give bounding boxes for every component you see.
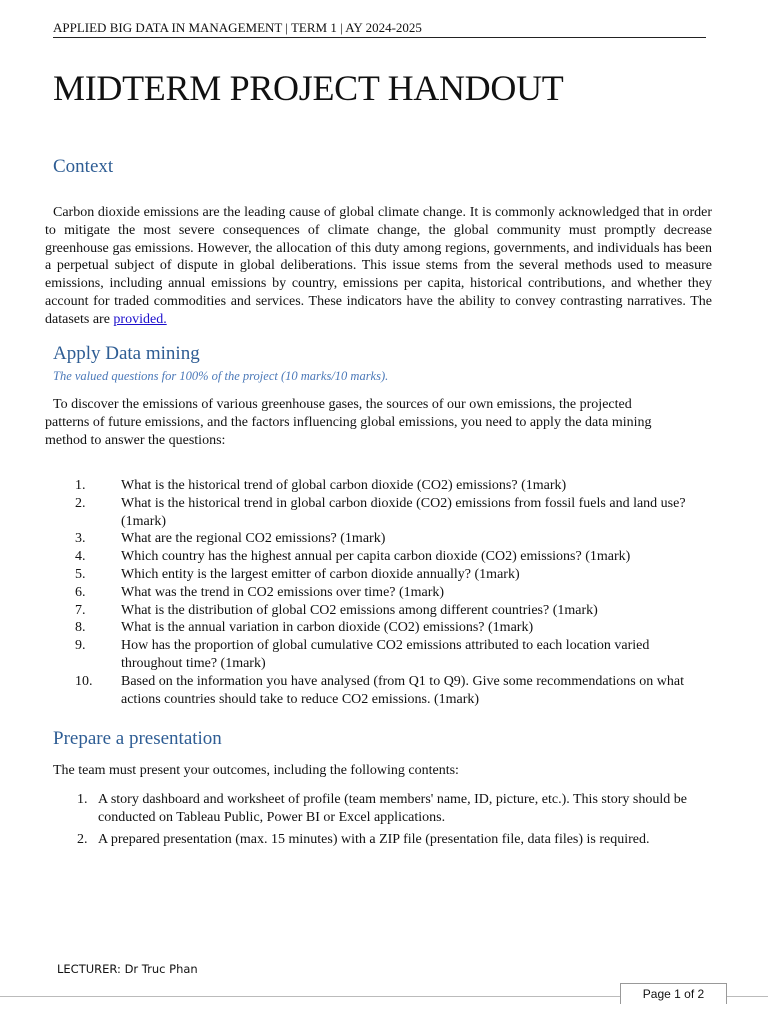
list-item [45, 637, 705, 673]
question-number: 3. [75, 531, 86, 547]
context-heading: Context [53, 156, 114, 177]
question-number: 5. [75, 566, 86, 582]
list-item [45, 477, 705, 495]
question-text: What is the annual variation in carbon dioxide (CO2) emissions? (1mark) [121, 620, 534, 636]
question-text: What are the regional CO2 emissions? (1mark) [121, 531, 386, 547]
item-text: A story dashboard and worksheet of profile (team members' name, ID, picture, etc.). This story should be conducted on Tableau Public, Power BI or Excel applications. [98, 792, 687, 825]
item-number: 2. [77, 831, 88, 847]
lecturer-footer: LECTURER: Dr Truc Phan [57, 962, 198, 976]
list-item [45, 495, 705, 531]
document-title: MIDTERM PROJECT HANDOUT [53, 68, 564, 108]
list-item [45, 673, 705, 709]
question-text: Which country has the highest annual per capita carbon dioxide (CO2) emissions? (1mark) [121, 549, 631, 565]
question-text: What is the historical trend of global carbon dioxide (CO2) emissions? (1mark) [121, 478, 567, 493]
question-number: 2. [75, 495, 86, 511]
question-text: How has the proportion of global cumulative CO2 emissions attributed to each location varied throughout time? (1mark) [121, 638, 650, 671]
data-mining-heading: Apply Data mining [53, 343, 200, 364]
list-item [45, 530, 705, 548]
question-number: 6. [75, 584, 86, 600]
context-text: Carbon dioxide emissions are the leading cause of global climate change. It is commonly acknowledged that in order to mitigate the most severe consequences of climate change, the global community must promptly decrease greenhouse gas emissions. However, the allocation of this duty among regions, governments, and individuals has been a perpetual subject of dispute in global deliberations. This issue stems from the several methods used to measure emissions, including annual emissions by country, emissions per capita, historical contributions, and whether they account for traded commodities and services. These indicators have the ability to convey contrasting narratives. The datasets are [45, 205, 712, 327]
question-text: What is the distribution of global CO2 emissions among different countries? (1mark) [121, 602, 598, 618]
list-item [45, 619, 705, 637]
item-number: 1. [77, 792, 88, 807]
question-number: 1. [75, 478, 86, 493]
list-item [45, 791, 705, 827]
question-text: Based on the information you have analysed (from Q1 to Q9). Give some recommendations on what actions countries should take to reduce CO2 emissions. (1mark) [121, 673, 684, 707]
item-text: A prepared presentation (max. 15 minutes) with a ZIP file (presentation file, data files) is required. [98, 831, 650, 847]
presentation-intro: The team must present your outcomes, including the following contents: [53, 763, 459, 778]
context-paragraph [45, 204, 712, 329]
datasets-link[interactable]: provided. [113, 311, 167, 327]
document-header: APPLIED BIG DATA IN MANAGEMENT | TERM 1 | AY 2024-2025 [53, 20, 706, 38]
question-number: 7. [75, 602, 86, 618]
question-number: 4. [75, 549, 86, 565]
presentation-list [45, 791, 705, 848]
data-mining-subtitle: The valued questions for 100% of the project (10 marks/10 marks). [53, 369, 389, 383]
question-number: 10. [75, 673, 93, 689]
question-text: What is the historical trend in global carbon dioxide (CO2) emissions from fossil fuels and land use? (1mark) [121, 495, 686, 529]
list-item [45, 584, 705, 602]
question-text: Which entity is the largest emitter of carbon dioxide annually? (1mark) [121, 566, 520, 582]
page-number: Page 1 of 2 [620, 983, 727, 1004]
data-mining-intro: To discover the emissions of various greenhouse gases, the sources of our own emissions, the projected patterns of future emissions, and the factors influencing global emissions, you need to apply the data mining method to answer the questions: [45, 397, 652, 448]
list-item [45, 831, 705, 849]
list-item [45, 566, 705, 584]
list-item [45, 602, 705, 620]
presentation-heading: Prepare a presentation [53, 728, 222, 749]
question-number: 9. [75, 638, 86, 654]
questions-list [45, 477, 705, 708]
list-item [45, 548, 705, 566]
question-number: 8. [75, 620, 86, 636]
question-text: What was the trend in CO2 emissions over time? (1mark) [121, 584, 445, 600]
